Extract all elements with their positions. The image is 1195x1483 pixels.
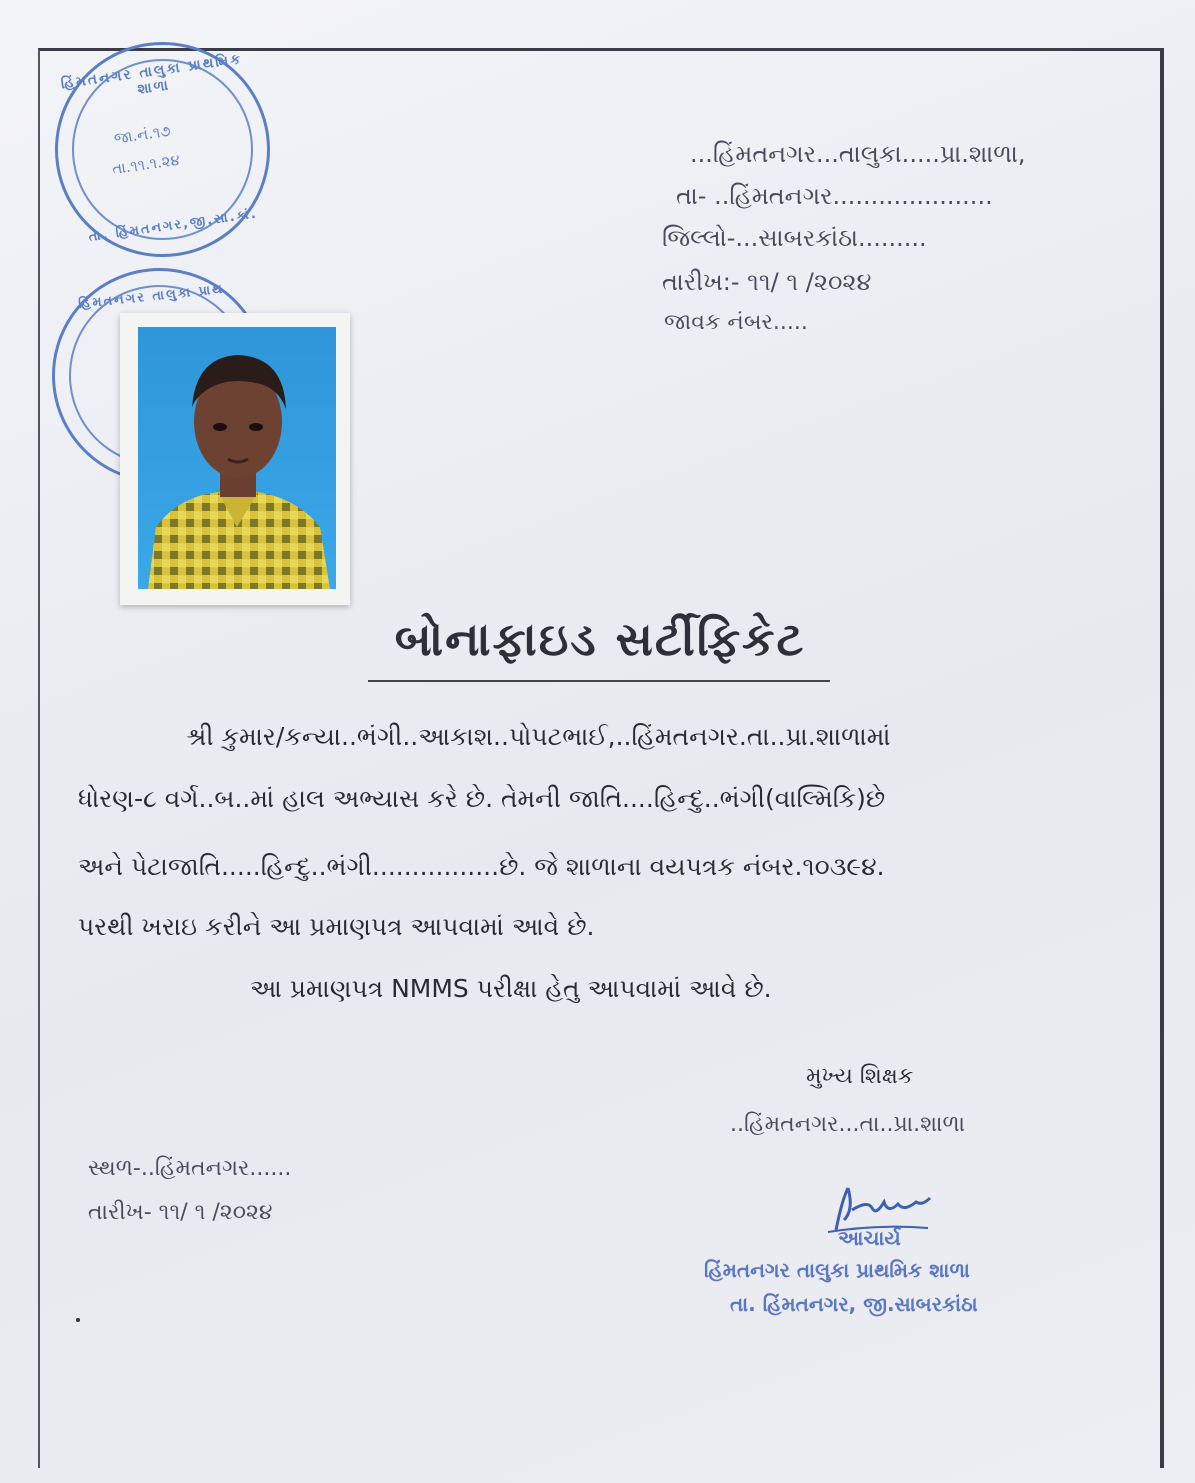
header-school-line: ...હિંમતનગર...તાલુકા.....પ્રા.શાળા, bbox=[690, 140, 1026, 168]
certificate-title: બોનાફાઇડ સર્ટીફિકેટ bbox=[394, 612, 806, 666]
seal-rim-top-text: હિંમતનગર તાલુકા પ્રાથમિક શાળા bbox=[59, 51, 244, 98]
seal-rim-top-text: હિંમતનગર તાલુકા પ્રાથ bbox=[77, 281, 225, 313]
ink-dot bbox=[76, 1318, 80, 1322]
school-name-label: ..હિંમતનગર...તા..પ્રા.શાળા bbox=[730, 1112, 966, 1137]
seal-date-text: તા.૧૧.૧.૨૪ bbox=[110, 150, 181, 179]
seal-rim-bottom-text: તા. હિંમતનગર,જી.સા.કાં. bbox=[87, 206, 259, 246]
body-line-4: પરથી ખરાઇ કરીને આ પ્રમાણપત્ર આપવામાં આવે છે. bbox=[78, 912, 595, 941]
photo-background bbox=[138, 327, 336, 589]
head-teacher-label: મુખ્ય શિક્ષક bbox=[806, 1064, 914, 1089]
header-district-line: જિલ્લો-...સાબરકાંઠા......... bbox=[662, 224, 927, 252]
header-outward-number: જાવક નંબર..... bbox=[664, 310, 808, 335]
body-line-1: શ્રી કુમાર/કન્યા..ભંગી..આકાશ..પોપટભાઈ,..હિંમતનગર.તા..પ્રા.શાળામાં bbox=[186, 722, 891, 751]
header-taluka-line: તા- ..હિંમતનગર..................... bbox=[676, 182, 993, 210]
seal-number-text: જા.નં.૧૭ bbox=[112, 121, 172, 148]
header-date-line: તારીખ:- ૧૧/ ૧ /૨૦૨૪ bbox=[662, 268, 872, 296]
title-underline bbox=[368, 680, 830, 682]
footer-date-line: તારીખ- ૧૧/ ૧ /૨૦૨૪ bbox=[88, 1200, 273, 1225]
stamp-role-text: આચાર્ય bbox=[838, 1226, 901, 1250]
stamp-address-text: તા. હિંમતનગર, જી.સાબરકાંઠા bbox=[730, 1292, 978, 1316]
student-photo bbox=[120, 313, 350, 605]
page-border bbox=[38, 48, 1164, 1468]
stamp-school-text: હિંમતનગર તાલુકા પ્રાથમિક શાળા bbox=[704, 1258, 970, 1282]
body-line-5: આ પ્રમાણપત્ર NMMS પરીક્ષા હેતુ આપવામાં આવે છે. bbox=[250, 974, 772, 1003]
body-line-2: ધોરણ-૮ વર્ગ..બ..માં હાલ અભ્યાસ કરે છે. તેમની જાતિ....હિન્દુ..ભંગી(વાલ્મિકિ)છે bbox=[78, 784, 886, 813]
body-line-3: અને પેટાજાતિ.....હિન્દુ..ભંગી................છે. જે શાળાના વયપત્રક નંબર.૧૦૩૯૪. bbox=[78, 852, 885, 881]
place-line: સ્થળ-..હિંમતનગર...... bbox=[88, 1156, 292, 1181]
student-portrait-image bbox=[138, 327, 336, 589]
